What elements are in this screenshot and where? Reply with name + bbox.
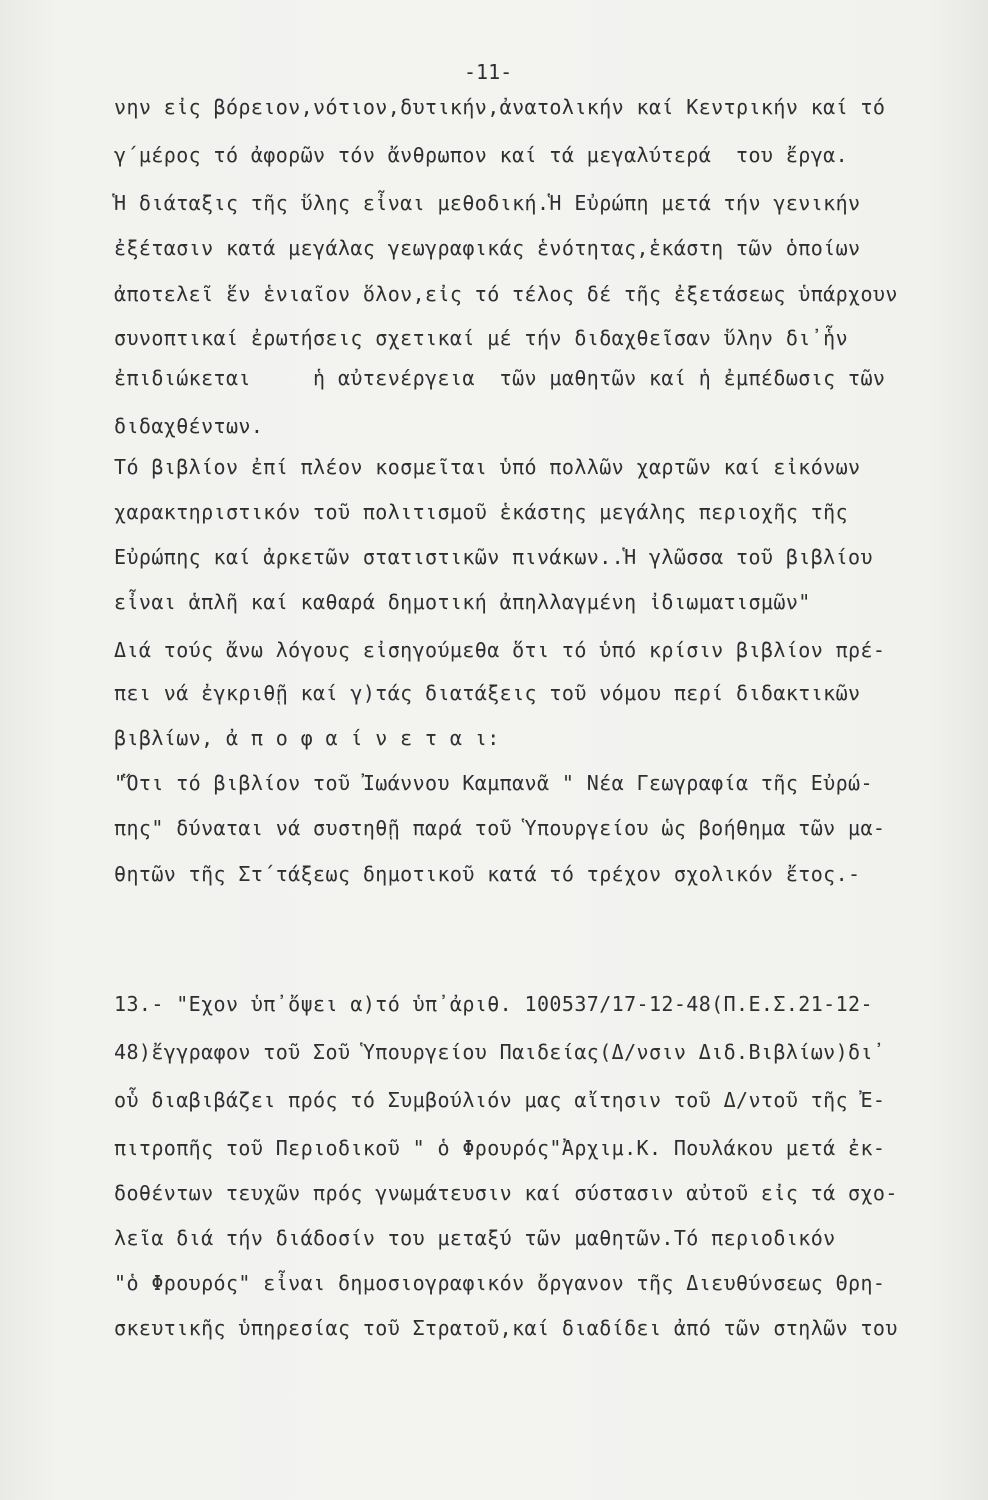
text-line: πιτροπῆς τοῦ Περιοδικοῦ " ὁ Φρουρός"Ἀρχιμ.Κ. Πουλάκου μετά ἐκ- (114, 1136, 886, 1160)
text-line: εἶναι ἁπλῆ καί καθαρά δημοτική ἀπηλλαγμένη ἰδιωματισμῶν" (114, 590, 811, 614)
text-line: λεῖα διά τήν διάδοσίν του μεταξύ τῶν μαθητῶν.Τό περιοδικόν (114, 1226, 836, 1250)
text-line: πης" δύναται νά συστηθῇ παρά τοῦ Ὑπουργείου ὡς βοήθημα τῶν μα- (114, 816, 886, 840)
text-line: σκευτικῆς ὑπηρεσίας τοῦ Στρατοῦ,καί διαδίδει ἀπό τῶν στηλῶν του (114, 1316, 898, 1340)
text-line: γ΄μέρος τό ἀφορῶν τόν ἄνθρωπον καί τά μεγαλύτερά του ἔργα. (114, 143, 849, 167)
text-line: θητῶν τῆς Στ΄τάξεως δημοτικοῦ κατά τό τρέχον σχολικόν ἔτος.- (114, 862, 861, 886)
text-line: "Ὅτι τό βιβλίον τοῦ Ἰωάννου Καμπανᾶ " Νέα Γεωγραφία τῆς Εὐρώ- (114, 771, 873, 795)
text-line: ἀποτελεῖ ἕν ἑνιαῖον ὅλον,εἰς τό τέλος δέ τῆς ἐξετάσεως ὑπάρχουν (114, 282, 898, 306)
text-line: βιβλίων, ἀ π ο φ α ί ν ε τ α ι: (114, 726, 500, 750)
text-line: "ὁ Φρουρός" εἶναι δημοσιογραφικόν ὄργανον τῆς Διευθύνσεως Θρη- (114, 1271, 886, 1295)
text-line: ἐπιδιώκεται ἡ αὐτενέργεια τῶν μαθητῶν καί ἡ ἐμπέδωσις τῶν (114, 366, 886, 390)
text-line: Διά τούς ἄνω λόγους εἰσηγούμεθα ὅτι τό ὑπό κρίσιν βιβλίον πρέ- (114, 638, 886, 662)
text-line: ἐξέτασιν κατά μεγάλας γεωγραφικάς ἑνότητας,ἑκάστη τῶν ὁποίων (114, 236, 861, 260)
text-line: Ἡ διάταξις τῆς ὕλης εἶναι μεθοδική.Ἡ Εὐρώπη μετά τήν γενικήν (114, 191, 861, 215)
text-line: Εὐρώπης καί ἀρκετῶν στατιστικῶν πινάκων..Ἡ γλῶσσα τοῦ βιβλίου (114, 545, 873, 569)
text-line: πει νά ἐγκριθῇ καί γ)τάς διατάξεις τοῦ νόμου περί διδακτικῶν (114, 681, 861, 705)
text-line: χαρακτηριστικόν τοῦ πολιτισμοῦ ἑκάστης μεγάλης περιοχῆς τῆς (114, 500, 849, 524)
text-line: δοθέντων τευχῶν πρός γνωμάτευσιν καί σύστασιν αὐτοῦ εἰς τά σχο- (114, 1181, 898, 1205)
text-line: οὗ διαβιβάζει πρός τό Συμβούλιόν μας αἴτησιν τοῦ Δ/ντοῦ τῆς Ἐ- (114, 1088, 886, 1112)
text-line: 13.- "Εχον ὑπ᾿ὄψει α)τό ὑπ᾿ἀριθ. 100537/17-12-48(Π.Ε.Σ.21-12- (114, 992, 873, 1016)
text-line: διδαχθέντων. (114, 414, 264, 438)
text-line: συνοπτικαί ἐρωτήσεις σχετικαί μέ τήν διδαχθεῖσαν ὕλην δι᾿ἧν (114, 326, 849, 350)
page-number: -11- (464, 60, 513, 84)
text-line: νην εἰς βόρειον,νότιον,δυτικήν,ἀνατολικήν καί Κεντρικήν καί τό (114, 95, 886, 119)
text-line: 48)ἔγγραφον τοῦ Σοῦ Ὑπουργείου Παιδείας(Δ/νσιν Διδ.Βιβλίων)δι᾿ (114, 1040, 886, 1064)
text-line: Τό βιβλίον ἐπί πλέον κοσμεῖται ὑπό πολλῶν χαρτῶν καί εἰκόνων (114, 455, 861, 479)
